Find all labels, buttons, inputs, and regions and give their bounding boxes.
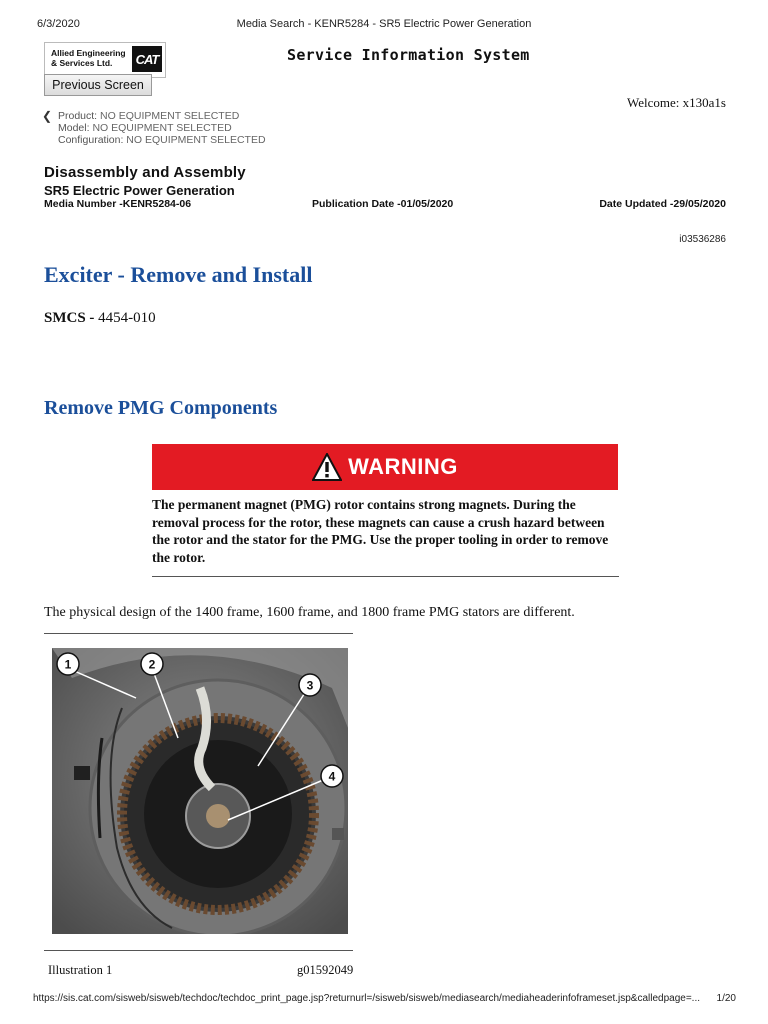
- company-name: Allied Engineering & Services Ltd.: [51, 48, 126, 68]
- callout-4: [321, 765, 343, 787]
- document-id: i03536286: [679, 234, 726, 245]
- warning-text: The permanent magnet (PMG) rotor contains strong magnets. During the removal process for the rotor, these magnets can cause a crush hazard between the rotor and the stator for the PMG. Use the proper tooling in order to remove the rotor.: [152, 497, 609, 565]
- print-url: https://sis.cat.com/sisweb/sisweb/techdoc/techdoc_print_page.jsp?returnurl=/sisweb/sisweb/mediasearch/mediaheaderinfoframeset.jsp&calledpage=...: [33, 993, 701, 1004]
- previous-screen-button[interactable]: Previous Screen: [44, 74, 152, 96]
- illustration-top-rule: [44, 633, 353, 634]
- page-number: 1/20: [716, 993, 736, 1004]
- chevron-left-icon[interactable]: ❮: [42, 109, 53, 123]
- callout-3: [299, 674, 321, 696]
- cat-logo: CAT: [132, 46, 162, 72]
- callout-1: [57, 653, 79, 675]
- product-label: Product:: [58, 110, 98, 122]
- model-label: Model:: [58, 122, 90, 134]
- equipment-info: [44, 110, 266, 146]
- smcs-label: SMCS -: [44, 310, 95, 326]
- publication-date: Publication Date -01/05/2020: [312, 198, 454, 210]
- date-updated: Date Updated -29/05/2020: [599, 198, 726, 210]
- media-number: Media Number -KENR5284-06: [44, 198, 192, 210]
- configuration-value: NO EQUIPMENT SELECTED: [126, 134, 266, 146]
- configuration-label: Configuration:: [58, 134, 124, 146]
- smcs-value: 4454-010: [98, 310, 156, 326]
- warning-divider: [152, 576, 619, 577]
- callout-2: [141, 653, 163, 675]
- warning-banner: [152, 444, 618, 490]
- model-value: NO EQUIPMENT SELECTED: [92, 122, 232, 134]
- product-value: NO EQUIPMENT SELECTED: [100, 110, 240, 122]
- body-paragraph: The physical design of the 1400 frame, 1600 frame, and 1800 frame PMG stators are different.: [44, 605, 575, 620]
- main-heading: Exciter - Remove and Install: [44, 262, 313, 287]
- svg-text:1: 1: [64, 657, 72, 672]
- svg-text:4: 4: [328, 769, 336, 784]
- graphic-id: g01592049: [297, 963, 354, 977]
- welcome-text: Welcome: x130a1s: [627, 95, 726, 110]
- company-logo: [44, 42, 166, 78]
- smcs-code: [44, 310, 156, 327]
- app-title: Service Information System: [287, 46, 530, 64]
- document-title: Disassembly and Assembly: [44, 164, 246, 181]
- document-subtitle: SR5 Electric Power Generation: [44, 183, 235, 198]
- svg-text:2: 2: [148, 657, 156, 672]
- svg-text:3: 3: [306, 678, 314, 693]
- warning-label: WARNING: [348, 454, 458, 479]
- warning-triangle-icon: [312, 453, 342, 481]
- print-date: 6/3/2020: [37, 18, 80, 30]
- illustration-bottom-rule: [44, 950, 353, 951]
- illustration-image: [52, 648, 348, 934]
- pmg-photo: [52, 648, 348, 934]
- section-heading: Remove PMG Components: [44, 397, 278, 419]
- print-page-title: Media Search - KENR5284 - SR5 Electric Power Generation: [236, 18, 532, 30]
- illustration-caption: Illustration 1: [48, 963, 113, 977]
